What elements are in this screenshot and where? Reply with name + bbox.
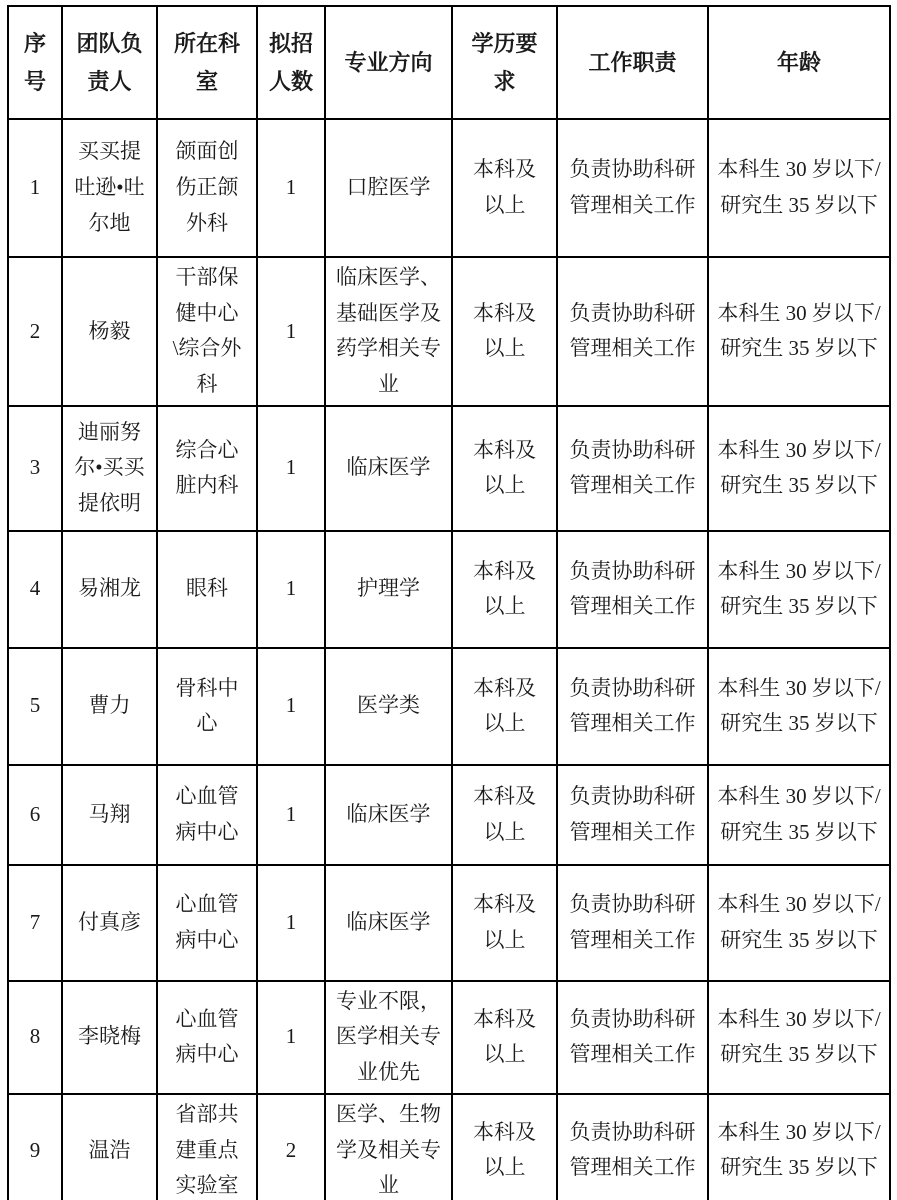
col-header-major: 专业方向 bbox=[325, 6, 452, 119]
cell-edu: 本科及以上 bbox=[452, 531, 557, 648]
cell-no: 3 bbox=[8, 406, 62, 531]
cell-no: 4 bbox=[8, 531, 62, 648]
cell-no: 5 bbox=[8, 648, 62, 765]
cell-no: 1 bbox=[8, 119, 62, 257]
cell-no: 9 bbox=[8, 1094, 62, 1200]
cell-duty: 负责协助科研管理相关工作 bbox=[557, 865, 708, 981]
cell-edu: 本科及以上 bbox=[452, 1094, 557, 1200]
table-row bbox=[8, 531, 890, 648]
cell-dept: 眼科 bbox=[157, 531, 257, 648]
col-header-age: 年龄 bbox=[708, 6, 890, 119]
header-row bbox=[8, 6, 890, 119]
cell-age: 本科生 30 岁以下/研究生 35 岁以下 bbox=[708, 406, 890, 531]
table-row bbox=[8, 765, 890, 865]
cell-leader: 杨毅 bbox=[62, 257, 157, 406]
cell-duty: 负责协助科研管理相关工作 bbox=[557, 765, 708, 865]
cell-duty: 负责协助科研管理相关工作 bbox=[557, 406, 708, 531]
cell-age: 本科生 30 岁以下/研究生 35 岁以下 bbox=[708, 257, 890, 406]
cell-major: 医学、生物学及相关专业 bbox=[325, 1094, 452, 1200]
cell-age: 本科生 30 岁以下/研究生 35 岁以下 bbox=[708, 865, 890, 981]
cell-dept: 骨科中心 bbox=[157, 648, 257, 765]
cell-age: 本科生 30 岁以下/研究生 35 岁以下 bbox=[708, 648, 890, 765]
cell-leader: 迪丽努尔•买买提依明 bbox=[62, 406, 157, 531]
cell-duty: 负责协助科研管理相关工作 bbox=[557, 257, 708, 406]
cell-major: 口腔医学 bbox=[325, 119, 452, 257]
cell-age: 本科生 30 岁以下/研究生 35 岁以下 bbox=[708, 765, 890, 865]
cell-no: 8 bbox=[8, 981, 62, 1094]
cell-major: 临床医学 bbox=[325, 406, 452, 531]
cell-edu: 本科及以上 bbox=[452, 257, 557, 406]
cell-duty: 负责协助科研管理相关工作 bbox=[557, 1094, 708, 1200]
cell-age: 本科生 30 岁以下/研究生 35 岁以下 bbox=[708, 119, 890, 257]
cell-count: 1 bbox=[257, 648, 325, 765]
cell-duty: 负责协助科研管理相关工作 bbox=[557, 531, 708, 648]
cell-dept: 颌面创伤正颌外科 bbox=[157, 119, 257, 257]
cell-age: 本科生 30 岁以下/研究生 35 岁以下 bbox=[708, 981, 890, 1094]
col-header-dept: 所在科室 bbox=[157, 6, 257, 119]
col-header-leader: 团队负责人 bbox=[62, 6, 157, 119]
cell-count: 1 bbox=[257, 865, 325, 981]
cell-dept: 心血管病中心 bbox=[157, 865, 257, 981]
cell-major: 医学类 bbox=[325, 648, 452, 765]
cell-age: 本科生 30 岁以下/研究生 35 岁以下 bbox=[708, 531, 890, 648]
col-header-duty: 工作职责 bbox=[557, 6, 708, 119]
cell-edu: 本科及以上 bbox=[452, 648, 557, 765]
table-row bbox=[8, 1094, 890, 1200]
col-header-edu: 学历要求 bbox=[452, 6, 557, 119]
cell-duty: 负责协助科研管理相关工作 bbox=[557, 119, 708, 257]
cell-count: 1 bbox=[257, 981, 325, 1094]
cell-count: 1 bbox=[257, 765, 325, 865]
table-row bbox=[8, 406, 890, 531]
cell-leader: 李晓梅 bbox=[62, 981, 157, 1094]
cell-no: 2 bbox=[8, 257, 62, 406]
cell-leader: 马翔 bbox=[62, 765, 157, 865]
cell-leader: 温浩 bbox=[62, 1094, 157, 1200]
cell-major: 临床医学、基础医学及药学相关专业 bbox=[325, 257, 452, 406]
table-row bbox=[8, 865, 890, 981]
cell-major: 护理学 bbox=[325, 531, 452, 648]
cell-leader: 付真彦 bbox=[62, 865, 157, 981]
cell-edu: 本科及以上 bbox=[452, 865, 557, 981]
cell-no: 6 bbox=[8, 765, 62, 865]
cell-dept: 心血管病中心 bbox=[157, 981, 257, 1094]
table-row bbox=[8, 119, 890, 257]
cell-duty: 负责协助科研管理相关工作 bbox=[557, 648, 708, 765]
table-row bbox=[8, 981, 890, 1094]
cell-edu: 本科及以上 bbox=[452, 119, 557, 257]
cell-count: 2 bbox=[257, 1094, 325, 1200]
cell-count: 1 bbox=[257, 406, 325, 531]
cell-leader: 买买提吐逊•吐尔地 bbox=[62, 119, 157, 257]
cell-major: 临床医学 bbox=[325, 865, 452, 981]
cell-dept: 综合心脏内科 bbox=[157, 406, 257, 531]
cell-count: 1 bbox=[257, 119, 325, 257]
cell-dept: 干部保健中心\综合外科 bbox=[157, 257, 257, 406]
col-header-count: 拟招人数 bbox=[257, 6, 325, 119]
cell-count: 1 bbox=[257, 531, 325, 648]
cell-age: 本科生 30 岁以下/研究生 35 岁以下 bbox=[708, 1094, 890, 1200]
cell-duty: 负责协助科研管理相关工作 bbox=[557, 981, 708, 1094]
cell-edu: 本科及以上 bbox=[452, 981, 557, 1094]
recruitment-table bbox=[7, 5, 891, 1200]
cell-no: 7 bbox=[8, 865, 62, 981]
cell-edu: 本科及以上 bbox=[452, 406, 557, 531]
cell-dept: 省部共建重点实验室 bbox=[157, 1094, 257, 1200]
cell-dept: 心血管病中心 bbox=[157, 765, 257, 865]
table-row bbox=[8, 648, 890, 765]
col-header-no: 序号 bbox=[8, 6, 62, 119]
table-row bbox=[8, 257, 890, 406]
cell-leader: 易湘龙 bbox=[62, 531, 157, 648]
cell-major: 临床医学 bbox=[325, 765, 452, 865]
cell-leader: 曹力 bbox=[62, 648, 157, 765]
cell-major: 专业不限，医学相关专业优先 bbox=[325, 981, 452, 1094]
cell-count: 1 bbox=[257, 257, 325, 406]
cell-edu: 本科及以上 bbox=[452, 765, 557, 865]
